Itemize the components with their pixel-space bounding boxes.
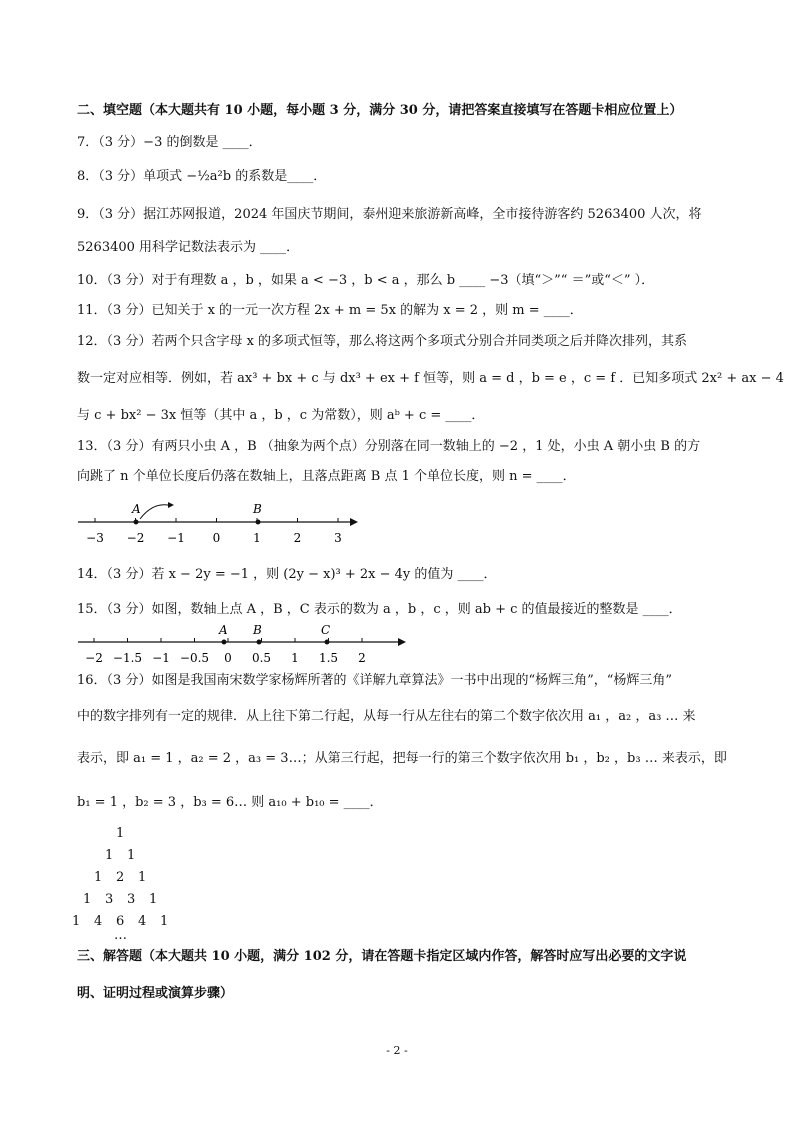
triangle-number: 1 [72, 914, 81, 929]
triangle-number: 1 [127, 848, 136, 863]
question-12-line1: 12．（3 分）若两个只含字母 x 的多项式恒等，那么将这两个多项式分别合并同类项之后并降次排列，其系 [77, 334, 688, 349]
triangle-number: 2 [116, 870, 125, 885]
point-b-label: B [253, 502, 262, 516]
tick-label: −2 [85, 651, 103, 665]
section3-heading-line1: 三、解答题（本大题共 10 小题，满分 102 分，请在答题卡指定区域内作答，解答时应写出必要的文字说 [77, 949, 687, 964]
tick-label: 1 [253, 531, 261, 545]
question-10: 10．（3 分）对于有理数 a ，b ，如果 a < −3 ，b < a ，那么 b ____ −3（填“＞”“ ＝”或“＜” ）． [77, 273, 655, 288]
triangle-number: 1 [149, 892, 158, 907]
triangle-number: 1 [83, 892, 92, 907]
tick-label: −2 [126, 531, 145, 545]
question-7: 7．（3 分）−3 的倒数是 ____． [77, 135, 262, 150]
question-16-line3: 表示，即 a₁ = 1 ，a₂ = 2 ，a₃ = 3…；从第三行起，把每一行的第三个数字依次用 b₁ ，b₂ ，b₃ … 来表示，即 [77, 751, 727, 766]
triangle-number: 1 [105, 848, 114, 863]
triangle-number: 1 [138, 870, 147, 885]
question-8: 8．（3 分）单项式 −½a²b 的系数是____． [77, 169, 327, 184]
tick-label: 2 [358, 651, 366, 665]
triangle-number: 4 [138, 914, 147, 929]
question-9-line1: 9．（3 分）据江苏网报道，2024 年国庆节期间，泰州迎来旅游新高峰，全市接待游客约 5263400 人次，将 [77, 207, 702, 222]
triangle-number: 1 [160, 914, 169, 929]
section2-heading: 二、填空题（本大题共有 10 小题，每小题 3 分，满分 30 分，请把答案直接填写在答题卡相应位置上） [77, 103, 683, 118]
number-line-13 [70, 497, 370, 547]
point-b-label: B [253, 623, 262, 637]
question-12-line2: 数一定对应相等．例如，若 ax³ + bx + c 与 dx³ + ex + f 恒等，则 a = d ，b = e ，c = f ．已知多项式 2x² + ax − 4 [77, 371, 784, 386]
point-a-dot [134, 520, 139, 525]
jump-arrow [140, 505, 168, 519]
triangle-number: 1 [116, 826, 125, 841]
triangle-number: 3 [127, 892, 136, 907]
tick-label: −0.5 [179, 651, 210, 665]
question-15: 15．（3 分）如图，数轴上点 A ，B ，C 表示的数为 a ，b ，c ，则 ab + c 的值最接近的整数是 ____． [77, 602, 682, 617]
tick-label: 0 [224, 651, 232, 665]
tick-label: 1.5 [318, 651, 339, 665]
point-a-label: A [132, 502, 141, 516]
tick-label: 2 [293, 531, 302, 545]
page-number: - 2 - [386, 1044, 408, 1057]
tick-label: −1 [152, 651, 170, 665]
tick-label: 0 [212, 531, 221, 545]
question-16-line2: 中的数字排列有一定的规律．从上往下第二行起，从每一行从左往右的第二个数字依次用 a₁ ，a₂ ，a₃ … 来 [77, 709, 696, 724]
tick-label: −1 [167, 531, 185, 545]
question-11: 11．（3 分）已知关于 x 的一元一次方程 2x + m = 5x 的解为 x = 2 ，则 m = ____． [77, 303, 583, 318]
triangle-number: 3 [105, 892, 114, 907]
number-line-15 [70, 622, 410, 668]
tick-label: −1.5 [112, 651, 143, 665]
triangle-number: 1 [94, 870, 103, 885]
tick-label: −3 [86, 531, 104, 545]
question-12-line3: 与 c + bx² − 3x 恒等（其中 a ，b ，c 为常数），则 aᵇ + c = ____． [77, 408, 485, 423]
tick-label: 1 [291, 651, 299, 665]
question-9-line2: 5263400 用科学记数法表示为 ____． [77, 240, 300, 255]
question-13-line2: 向跳了 n 个单位长度后仍落在数轴上，且落点距离 B 点 1 个单位长度，则 n = ____． [77, 469, 576, 484]
point-b-dot [256, 520, 261, 525]
question-14: 14．（3 分）若 x − 2y = −1 ，则 (2y − x)³ + 2x − 4y 的值为 ____． [77, 567, 497, 582]
question-16-line4: b₁ = 1 ，b₂ = 3 ，b₃ = 6… 则 a₁₀ + b₁₀ = ____． [77, 795, 383, 810]
point-a-label: A [219, 623, 228, 637]
point-a-dot [222, 640, 227, 645]
section3-heading-line2: 明、证明过程或演算步骤） [77, 986, 234, 1001]
tick-label: 3 [334, 531, 342, 545]
tick-label: 0.5 [251, 651, 272, 665]
question-16-line1: 16．（3 分）如图是我国南宋数学家杨辉所著的《详解九章算法》一书中出现的“杨辉三角”，“杨辉三角” [77, 673, 673, 688]
point-c-label: C [321, 623, 331, 637]
point-b-dot [257, 640, 262, 645]
question-13-line1: 13．（3 分）有两只小虫 A ，B （抽象为两个点）分别落在同一数轴上的 −2 ，1 处，小虫 A 朝小虫 B 的方 [77, 439, 701, 454]
point-c-dot [325, 640, 330, 645]
triangle-ellipsis: … [114, 928, 127, 943]
triangle-number: 6 [116, 914, 125, 929]
triangle-number: 4 [94, 914, 103, 929]
